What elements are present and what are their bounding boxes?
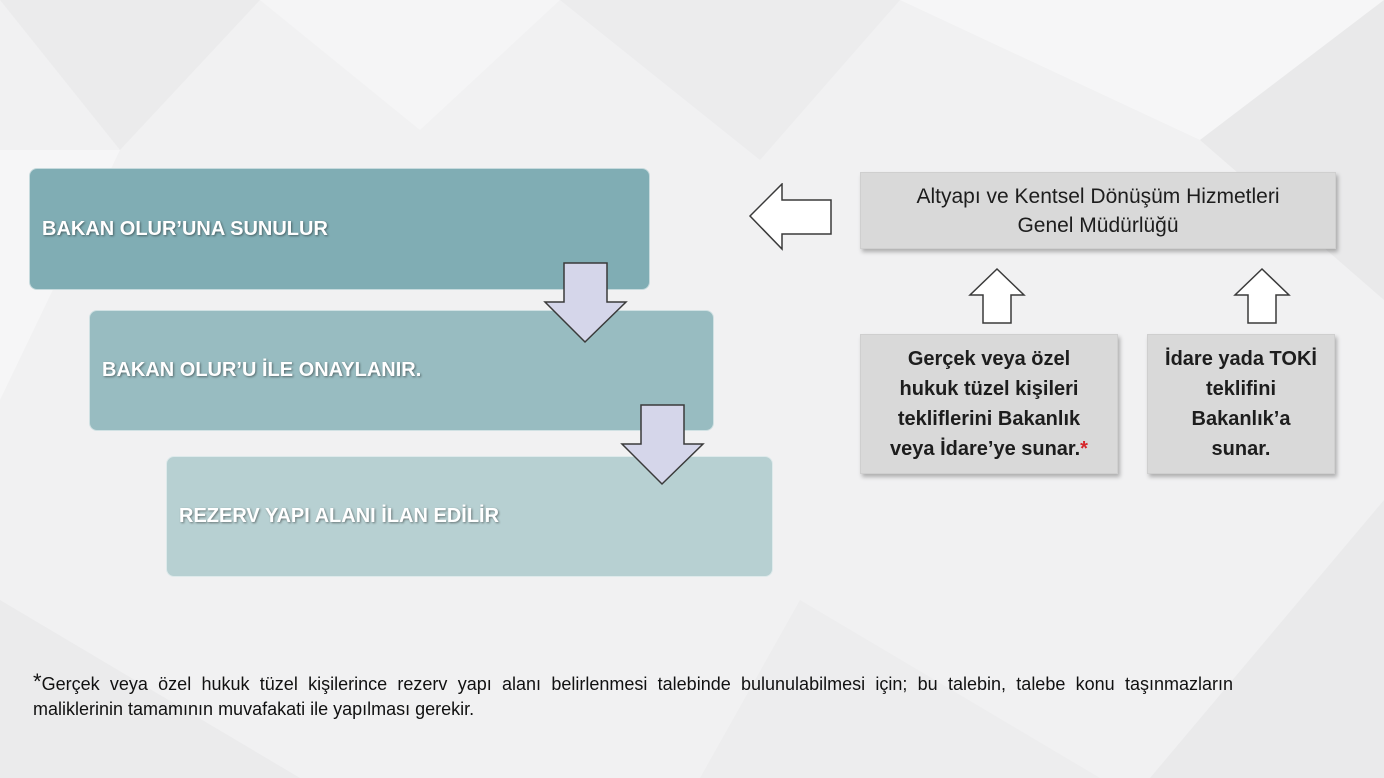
asterisk-mark: * bbox=[1080, 438, 1088, 460]
step-label: BAKAN OLUR’UNA SUNULUR bbox=[42, 217, 328, 240]
box-line: Genel Müdürlüğü bbox=[1017, 213, 1179, 237]
box-line-with-asterisk bbox=[890, 434, 1088, 464]
footnote-text: Gerçek veya özel hukuk tüzel kişilerince rezerv yapı alanı belirlenmesi talebinde bulunulabilmesi için; bu talebin, talebe konu taşınmazların maliklerinin tamamının muvafakati ile yapılması gerekir. bbox=[33, 674, 1233, 719]
box-line: veya İdare’ye sunar. bbox=[890, 438, 1081, 460]
gercek-kisiler-box bbox=[860, 334, 1118, 474]
step-label: BAKAN OLUR’U İLE ONAYLANIR. bbox=[102, 359, 422, 381]
step-label: REZERV YAPI ALANI İLAN EDİLİR bbox=[179, 505, 500, 527]
box-line: İdare yada TOKİ bbox=[1165, 348, 1317, 370]
box-line: Gerçek veya özel bbox=[907, 348, 1071, 370]
up-arrow-icon bbox=[1232, 267, 1292, 325]
box-line: sunar. bbox=[1211, 438, 1271, 460]
footnote bbox=[33, 669, 1233, 722]
box-line: tekliflerini Bakanlık bbox=[897, 408, 1081, 430]
box-line: Altyapı ve Kentsel Dönüşüm Hizmetleri bbox=[916, 184, 1280, 208]
box-line: teklifini bbox=[1205, 378, 1276, 400]
down-arrow-icon bbox=[620, 404, 705, 486]
down-arrow-icon bbox=[543, 262, 628, 344]
up-arrow-icon bbox=[967, 267, 1027, 325]
idare-toki-box bbox=[1147, 334, 1335, 474]
footnote-asterisk: * bbox=[33, 669, 42, 694]
left-arrow-icon bbox=[748, 183, 834, 251]
box-line: Bakanlık’a bbox=[1191, 408, 1291, 430]
box-line: hukuk tüzel kişileri bbox=[899, 378, 1079, 400]
genel-mudurluk-box bbox=[860, 172, 1336, 249]
